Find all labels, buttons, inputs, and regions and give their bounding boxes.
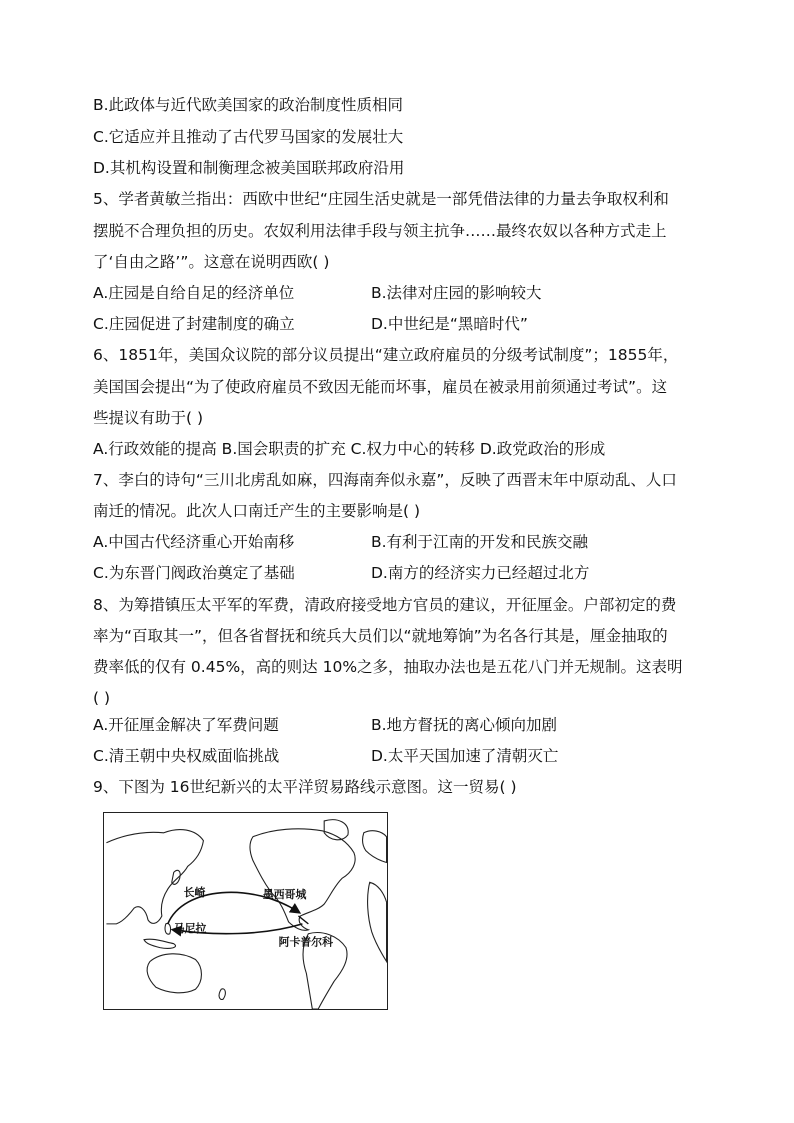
q5-stem-line2: 摆脱不合理负担的历史。农奴利用法律手段与领主抗争……最终农奴以各种方式走上 bbox=[93, 222, 667, 240]
europe-coast bbox=[362, 831, 386, 863]
label-mexico-city: 墨西哥城 bbox=[262, 888, 307, 902]
q6-stem-line1: 6、1851年，美国众议院的部分议员提出“建立政府雇员的分级考试制度”；1855年， bbox=[93, 346, 679, 364]
map-svg bbox=[104, 813, 387, 1009]
q7-option-d: D.南方的经济实力已经超过北方 bbox=[371, 564, 590, 582]
q7-stem-line2: 南迁的情况。此次人口南迁产生的主要影响是( ) bbox=[93, 502, 421, 520]
indonesia-coast bbox=[144, 939, 175, 948]
q5-option-a: A.庄园是自给自足的经济单位 bbox=[93, 284, 295, 302]
q8-option-a: A.开征厘金解决了军费问题 bbox=[93, 716, 279, 734]
north-america-coast bbox=[250, 829, 355, 930]
q8-option-c: C.清王朝中央权威面临挑战 bbox=[93, 747, 280, 765]
new-zealand-coast bbox=[219, 989, 225, 1000]
australia-coast bbox=[147, 954, 201, 993]
q4-option-c: C.它适应并且推动了古代罗马国家的发展壮大 bbox=[93, 128, 404, 146]
q4-option-b: B.此政体与近代欧美国家的政治制度性质相同 bbox=[93, 96, 404, 114]
q9-stem-line1: 9、下图为 16世纪新兴的太平洋贸易路线示意图。这一贸易( ) bbox=[93, 778, 517, 796]
q5-option-d: D.中世纪是“黑暗时代” bbox=[371, 315, 528, 333]
philippines-coast bbox=[165, 923, 171, 934]
label-nagasaki: 长崎 bbox=[183, 886, 206, 900]
q5-stem-line1: 5、学者黄敏兰指出：西欧中世纪“庄园生活史就是一部凭借法律的力量去争取权利和 bbox=[93, 190, 669, 208]
q8-option-d: D.太平天国加速了清朝灭亡 bbox=[371, 747, 559, 765]
q6-stem-line2: 美国国会提出“为了使政府雇员不致因无能而坏事，雇员在被录用前须通过考试”。这 bbox=[93, 378, 668, 396]
q8-stem-line2: 率为“百取其一”，但各省督抚和统兵大员们以“就地筹饷”为名各行其是，厘金抽取的 bbox=[93, 627, 668, 645]
coastlines bbox=[106, 820, 386, 1009]
q7-stem-line1: 7、李白的诗句“三川北虏乱如麻，四海南奔似永嘉”，反映了西晋末年中原动乱、人口 bbox=[93, 471, 677, 489]
label-acapulco: 阿卡普尔科 bbox=[278, 935, 334, 949]
q4-option-d: D.其机构设置和制衡理念被美国联邦政府沿用 bbox=[93, 159, 405, 177]
q6-options: A.行政效能的提高 B.国会职责的扩充 C.权力中心的转移 D.政党政治的形成 bbox=[93, 440, 606, 458]
label-manila: 马尼拉 bbox=[173, 921, 207, 935]
q8-option-b: B.地方督抚的离心倾向加剧 bbox=[371, 716, 558, 734]
q7-option-c: C.为东晋门阀政治奠定了基础 bbox=[93, 564, 295, 582]
q5-option-c: C.庄园促进了封建制度的确立 bbox=[93, 315, 295, 333]
q8-stem-line4: ( ) bbox=[93, 689, 111, 707]
q8-stem-line3: 费率低的仅有 0.45%，高的则达 10%之多，抽取办法也是五花八门并无规制。这表明 bbox=[93, 658, 683, 676]
greenland-coast bbox=[324, 820, 348, 840]
q7-option-b: B.有利于江南的开发和民族交融 bbox=[371, 533, 589, 551]
eurasia-coast bbox=[106, 830, 203, 924]
q5-stem-line3: 了‘自由之路’”。这意在说明西欧( ) bbox=[93, 253, 330, 271]
pacific-trade-route-map bbox=[103, 812, 388, 1010]
q6-stem-line3: 些提议有助于( ) bbox=[93, 409, 204, 427]
q7-option-a: A.中国古代经济重心开始南移 bbox=[93, 533, 295, 551]
africa-coast bbox=[368, 882, 387, 961]
q5-option-b: B.法律对庄园的影响较大 bbox=[371, 284, 542, 302]
q8-stem-line1: 8、为筹措镇压太平军的军费，清政府接受地方官员的建议，开征厘金。户部初定的费 bbox=[93, 596, 677, 614]
